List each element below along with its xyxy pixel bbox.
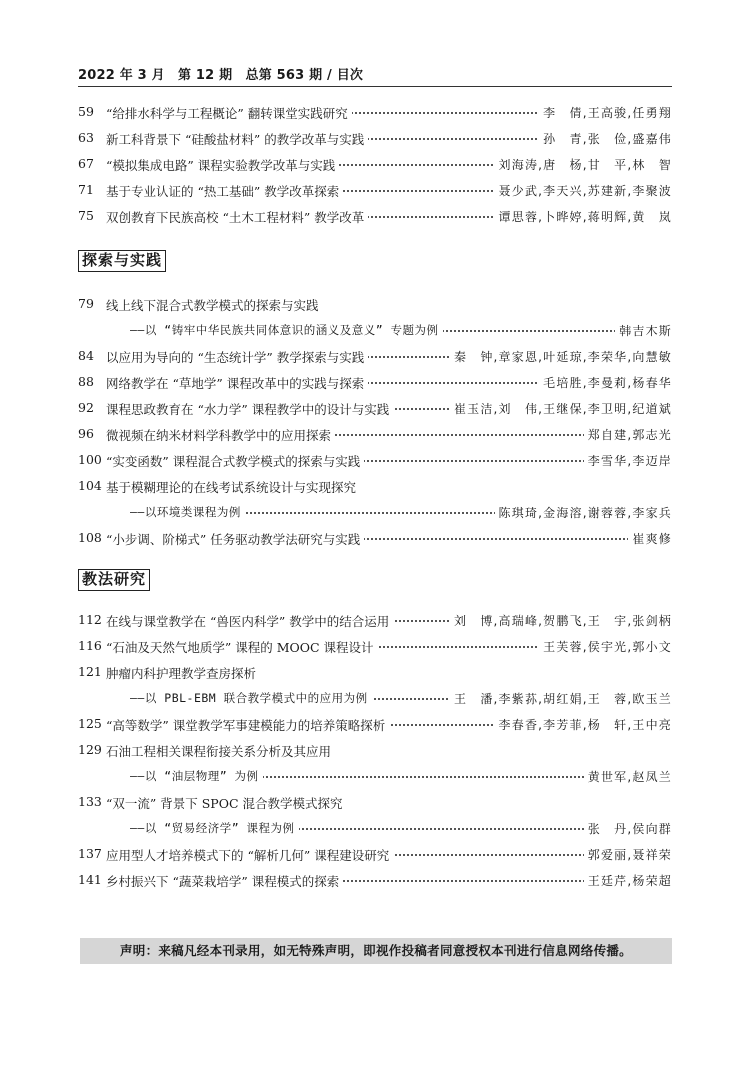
toc-page-number: 79 [78, 296, 94, 311]
toc-page-number: 104 [78, 478, 102, 493]
toc-article-title: 基于模糊理论的在线考试系统设计与实现探究 [106, 478, 360, 496]
copyright-notice: 声明：来稿凡经本刊录用，如无特殊声明，即视作投稿者同意授权本刊进行信息网络传播。 [80, 938, 672, 964]
toc-page-number: 75 [78, 208, 94, 223]
toc-entry [78, 422, 672, 448]
toc-article-title: 乡村振兴下 “蔬菜栽培学” 课程模式的探索 [106, 872, 343, 890]
toc-authors: 谭思蓉,卜晔婷,蒋明辉,黄 岚 [495, 208, 672, 225]
toc-authors: 王 潘,李紫荪,胡红娟,王 蓉,欧玉兰 [450, 690, 672, 707]
toc-authors: 陈琪琦,金海溶,谢蓉蓉,李家兵 [495, 504, 672, 521]
toc-page-number: 125 [78, 716, 102, 731]
toc-entry [78, 738, 672, 764]
toc-entry [78, 396, 672, 422]
toc-page-number: 67 [78, 156, 94, 171]
toc-entry [78, 100, 672, 126]
toc-authors: 王芙蓉,侯宇光,郭小文 [539, 638, 672, 655]
toc-authors: 王廷芹,杨荣超 [584, 872, 672, 889]
toc-article-title: 线上线下混合式教学模式的探索与实践 [106, 296, 323, 314]
toc-article-title: ——以环境类课程为例 [130, 504, 245, 520]
toc-authors: 李春香,李芳菲,杨 轩,王中亮 [495, 716, 672, 733]
toc-page-number: 84 [78, 348, 94, 363]
toc-authors: 刘海涛,唐 杨,甘 平,林 智 [495, 156, 672, 173]
toc-article-title: ——以 “贸易经济学” 课程为例 [130, 820, 299, 836]
toc-article-title: 肿瘤内科护理教学查房探析 [106, 664, 260, 682]
toc-authors: 聂少武,李天兴,苏建新,李聚波 [495, 182, 672, 199]
toc-article-title: “石油及天然气地质学” 课程的 MOOC 课程设计 [106, 638, 378, 656]
toc-authors: 李雪华,李迈岸 [584, 452, 672, 469]
toc-page-number: 108 [78, 530, 102, 545]
toc-authors: 韩吉木斯 [615, 322, 672, 339]
toc-authors: 孙 青,张 俭,盛嘉伟 [539, 130, 672, 147]
toc-entry [78, 634, 672, 660]
toc-article-title: 微视频在纳米材料学科教学中的应用探索 [106, 426, 335, 444]
toc-article-title: 应用型人才培养模式下的 “解析几何” 课程建设研究 [106, 846, 393, 864]
toc-article-title: “给排水科学与工程概论” 翻转课堂实践研究 [106, 104, 352, 122]
toc-authors: 郑自建,郭志光 [584, 426, 672, 443]
toc-entry [78, 204, 672, 230]
section-title-teaching-methods: 教法研究 [78, 569, 150, 591]
toc-article-title: 双创教育下民族高校 “土木工程材料” 教学改革 [106, 208, 368, 226]
toc-page-number: 71 [78, 182, 94, 197]
toc-authors: 李 倩,王高骏,任勇翔 [539, 104, 672, 121]
toc-entry [78, 842, 672, 868]
toc-article-title: “模拟集成电路” 课程实验教学改革与实践 [106, 156, 339, 174]
toc-page-number: 129 [78, 742, 102, 757]
toc-subtitle-row [78, 318, 672, 344]
toc-page-number: 141 [78, 872, 102, 887]
toc-entry [78, 660, 672, 686]
toc-authors: 毛培胜,李曼莉,杨春华 [539, 374, 672, 391]
page-header: 2022 年 3 月 第 12 期 总第 563 期 / 目次 [78, 68, 364, 83]
toc-article-title: 在线与课堂教学在 “兽医内科学” 教学中的结合运用 [106, 612, 393, 630]
toc-authors: 秦 钟,章家恩,叶延琼,李荣华,向慧敏 [450, 348, 672, 365]
toc-group-1 [78, 100, 672, 230]
toc-entry [78, 178, 672, 204]
toc-entry [78, 126, 672, 152]
toc-entry [78, 370, 672, 396]
toc-page-number: 92 [78, 400, 94, 415]
toc-entry [78, 474, 672, 500]
header-rule [78, 86, 672, 87]
toc-authors: 张 丹,侯向群 [584, 820, 672, 837]
toc-entry [78, 868, 672, 894]
toc-page-number: 133 [78, 794, 102, 809]
toc-article-title: ——以 “铸牢中华民族共同体意识的涵义及意义” 专题为例 [130, 322, 443, 338]
toc-group-2 [78, 292, 672, 552]
toc-authors: 崔玉洁,刘 伟,王继保,李卫明,纪道斌 [450, 400, 672, 417]
toc-article-title: “高等数学” 课堂教学军事建模能力的培养策略探析 [106, 716, 389, 734]
toc-authors: 郭爱丽,聂祥荣 [584, 846, 672, 863]
toc-entry [78, 790, 672, 816]
toc-article-title: 课程思政教育在 “水力学” 课程教学中的设计与实践 [106, 400, 393, 418]
toc-subtitle-row [78, 500, 672, 526]
toc-entry [78, 448, 672, 474]
toc-page-number: 63 [78, 130, 94, 145]
toc-article-title: 网络教学在 “草地学” 课程改革中的实践与探索 [106, 374, 368, 392]
toc-article-title: ——以 PBL-EBM 联合教学模式中的应用为例 [130, 690, 372, 706]
toc-group-3 [78, 608, 672, 894]
toc-entry [78, 712, 672, 738]
toc-article-title: “实变函数” 课程混合式教学模式的探索与实践 [106, 452, 364, 470]
toc-article-title: “小步调、阶梯式” 任务驱动教学法研究与实践 [106, 530, 364, 548]
toc-article-title: 以应用为导向的 “生态统计学” 教学探索与实践 [106, 348, 368, 366]
toc-page-number: 88 [78, 374, 94, 389]
toc-page-number: 116 [78, 638, 102, 653]
toc-entry [78, 526, 672, 552]
toc-page-number: 96 [78, 426, 94, 441]
toc-entry [78, 152, 672, 178]
toc-entry [78, 292, 672, 318]
toc-authors: 黄世军,赵凤兰 [584, 768, 672, 785]
toc-subtitle-row [78, 764, 672, 790]
toc-subtitle-row [78, 686, 672, 712]
toc-page-number: 137 [78, 846, 102, 861]
toc-page-number: 112 [78, 612, 102, 627]
toc-page-number: 100 [78, 452, 102, 467]
section-title-explore-practice: 探索与实践 [78, 250, 166, 272]
toc-article-title: “双一流” 背景下 SPOC 混合教学模式探究 [106, 794, 347, 812]
toc-page-number: 59 [78, 104, 94, 119]
toc-entry [78, 608, 672, 634]
toc-article-title: 基于专业认证的 “热工基础” 教学改革探索 [106, 182, 343, 200]
toc-authors: 崔爽修 [628, 530, 672, 547]
toc-article-title: 石油工程相关课程衔接关系分析及其应用 [106, 742, 335, 760]
toc-authors: 刘 博,高瑞峰,贺鹏飞,王 宇,张剑柄 [450, 612, 672, 629]
toc-article-title: ——以 “油层物理” 为例 [130, 768, 263, 784]
toc-subtitle-row [78, 816, 672, 842]
toc-article-title: 新工科背景下 “硅酸盐材料” 的教学改革与实践 [106, 130, 368, 148]
toc-page-number: 121 [78, 664, 102, 679]
toc-entry [78, 344, 672, 370]
